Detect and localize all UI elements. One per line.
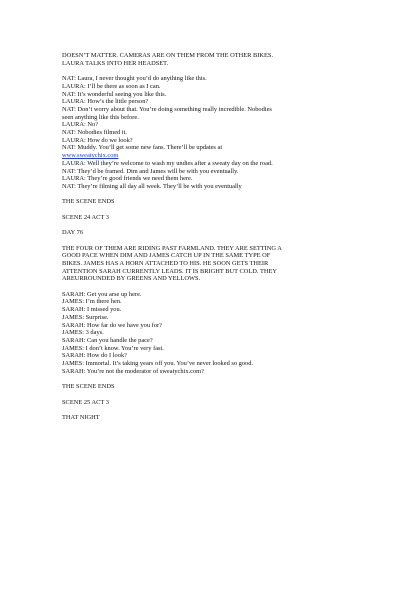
text-line: THE FOUR OF THEM ARE RIDING PAST FARMLAND. THEY ARE SETTING A [62, 244, 282, 252]
dialogue-line: JAMES: Immortal. It’s taking years off you. You’ve never looked so good. [62, 360, 254, 368]
dialogue-block [62, 75, 372, 191]
dialogue-line: LAURA: I’ll be there as soon as I can. [62, 82, 161, 90]
text-line: BIKES. JAMES HAS A HORN ATTACHED TO HIS. HE SOON GETS THEIR [62, 259, 269, 267]
text-line: SCENE 24 ACT 3 [62, 213, 109, 221]
dialogue-line: NAT: They’d be framed. Dim and James will be with you eventually. [62, 167, 239, 175]
dialogue-line: SARAH: How do I look? [62, 352, 127, 360]
text-line: DOESN’T MATTER. CAMERAS ARE ON THEM FROM THE OTHER BIKES. [62, 52, 274, 59]
text-line: ATTENTION SARAH CURRENTLY LEADS. IT IS BRIGHT BUT COLD. THEY [62, 267, 278, 275]
text-line: THE SCENE ENDS [62, 198, 115, 206]
dialogue-line: LAURA: They’re good friends we need them here. [62, 175, 193, 183]
dialogue-line: SARAH: Can you handle the pace? [62, 336, 153, 344]
stage-direction [62, 245, 372, 284]
dialogue-line: NAT: Muddy. You’ll get some new fans. There’ll be updates at [62, 144, 223, 152]
dialogue-line: LAURA: Well they’re welcome to wash my undies after a sweaty day on the road. [62, 159, 273, 167]
dialogue-line: JAMES: I don’t know. You’re very fast. [62, 344, 164, 352]
text-line: THE SCENE ENDS [62, 383, 115, 391]
scene-heading [62, 214, 372, 222]
dialogue-line: LAURA: How do we look? [62, 136, 133, 144]
scene-end-heading [62, 383, 372, 391]
text-line: LAURA TALKS INTO HER HEADSET. [62, 59, 169, 67]
dialogue-line: JAMES: I’m there hen. [62, 298, 122, 306]
dialogue-line: LAURA: No? [62, 121, 99, 129]
dialogue-line: NAT: Don’t worry about that. You’re doing something really incredible. Nobodies [62, 105, 272, 113]
stage-direction [62, 52, 372, 67]
text-line: AREURROUNDED BY GREENS AND YELLOWS. [62, 275, 201, 283]
dialogue-line: seen anything like this before. [62, 113, 139, 121]
dialogue-line: NAT: Nobodies filmed it. [62, 129, 128, 137]
day-heading [62, 229, 372, 237]
dialogue-line: LAURA: How’s the little person? [62, 98, 149, 106]
dialogue-line: NAT: It’s wonderful seeing you like this. [62, 90, 167, 98]
scene-end-heading [62, 198, 372, 206]
dialogue-line: SARAH: I missed you. [62, 306, 122, 314]
time-heading [62, 414, 372, 422]
dialogue-line: SARAH: Get you arse up here. [62, 290, 142, 298]
text-line: SCENE 25 ACT 3 [62, 398, 109, 406]
text-line: GOOD PACE WHEN DIM AND JAMES CATCH UP IN THE SAME TYPE OF [62, 252, 271, 260]
text-line: THAT NIGHT [62, 413, 100, 421]
dialogue-line: NAT: They’re filming all day all week. They’ll be with you eventually [62, 182, 242, 190]
dialogue-line: SARAH: You’re not the moderator of sweatychix.com? [62, 367, 204, 375]
dialogue-line: JAMES: 3 days. [62, 329, 104, 337]
dialogue-line: NAT: Laura, I never thought you’d do anything like this. [62, 75, 207, 83]
script-page [62, 52, 372, 429]
website-link[interactable]: www.sweatychix.com [62, 152, 119, 160]
dialogue-block [62, 291, 372, 376]
dialogue-line: JAMES: Surprise. [62, 313, 109, 321]
text-line: DAY 76 [62, 229, 84, 237]
scene-heading [62, 399, 372, 407]
dialogue-line: SARAH: How far do we have you for? [62, 321, 162, 329]
